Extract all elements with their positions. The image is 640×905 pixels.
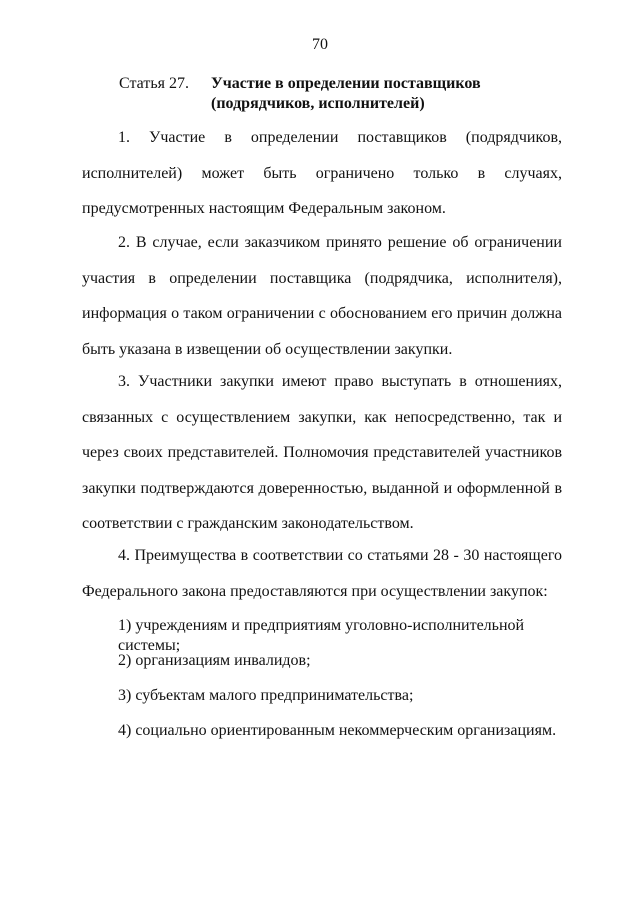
list-item-3: 3) субъектам малого предпринимательства; — [118, 687, 414, 704]
paragraph-4: 4. Преимущества в соответствии со статьями 28 - 30 настоящего Федерального закона предоставляются при осуществлении закупок: — [82, 547, 562, 600]
list-item-4: 4) социально ориентированным некоммерческим организациям. — [118, 722, 557, 739]
paragraph-3: 3. Участники закупки имеют право выступать в отношениях, связанных с осуществлением закупки, как непосредственно, так и через своих представителей. Полномочия представителей участников закупки подтверждаются доверенностью, выданной и оформленной в соответствии с гражданским законодательством. — [82, 373, 562, 532]
article-header — [119, 74, 579, 114]
article-label: Статья 27. — [119, 75, 189, 92]
list-item-2: 2) организациям инвалидов; — [118, 652, 311, 669]
paragraph-2: 2. В случае, если заказчиком принято решение об ограничении участия в определении поставщика (подрядчика, исполнителя), информация о таком ограничении с обоснованием его причин должна быть указана в извещении об осуществлении закупки. — [82, 234, 562, 358]
article-title: Участие в определении поставщиков (подрядчиков, исполнителей) — [211, 75, 481, 112]
page-number: 70 — [312, 36, 328, 53]
list-item-1: 1) учреждениям и предприятиям уголовно-исполнительной системы; — [118, 617, 525, 654]
paragraph-1: 1. Участие в определении поставщиков (подрядчиков, исполнителей) может быть ограничено только в случаях, предусмотренных настоящим Федеральным законом. — [82, 129, 562, 217]
